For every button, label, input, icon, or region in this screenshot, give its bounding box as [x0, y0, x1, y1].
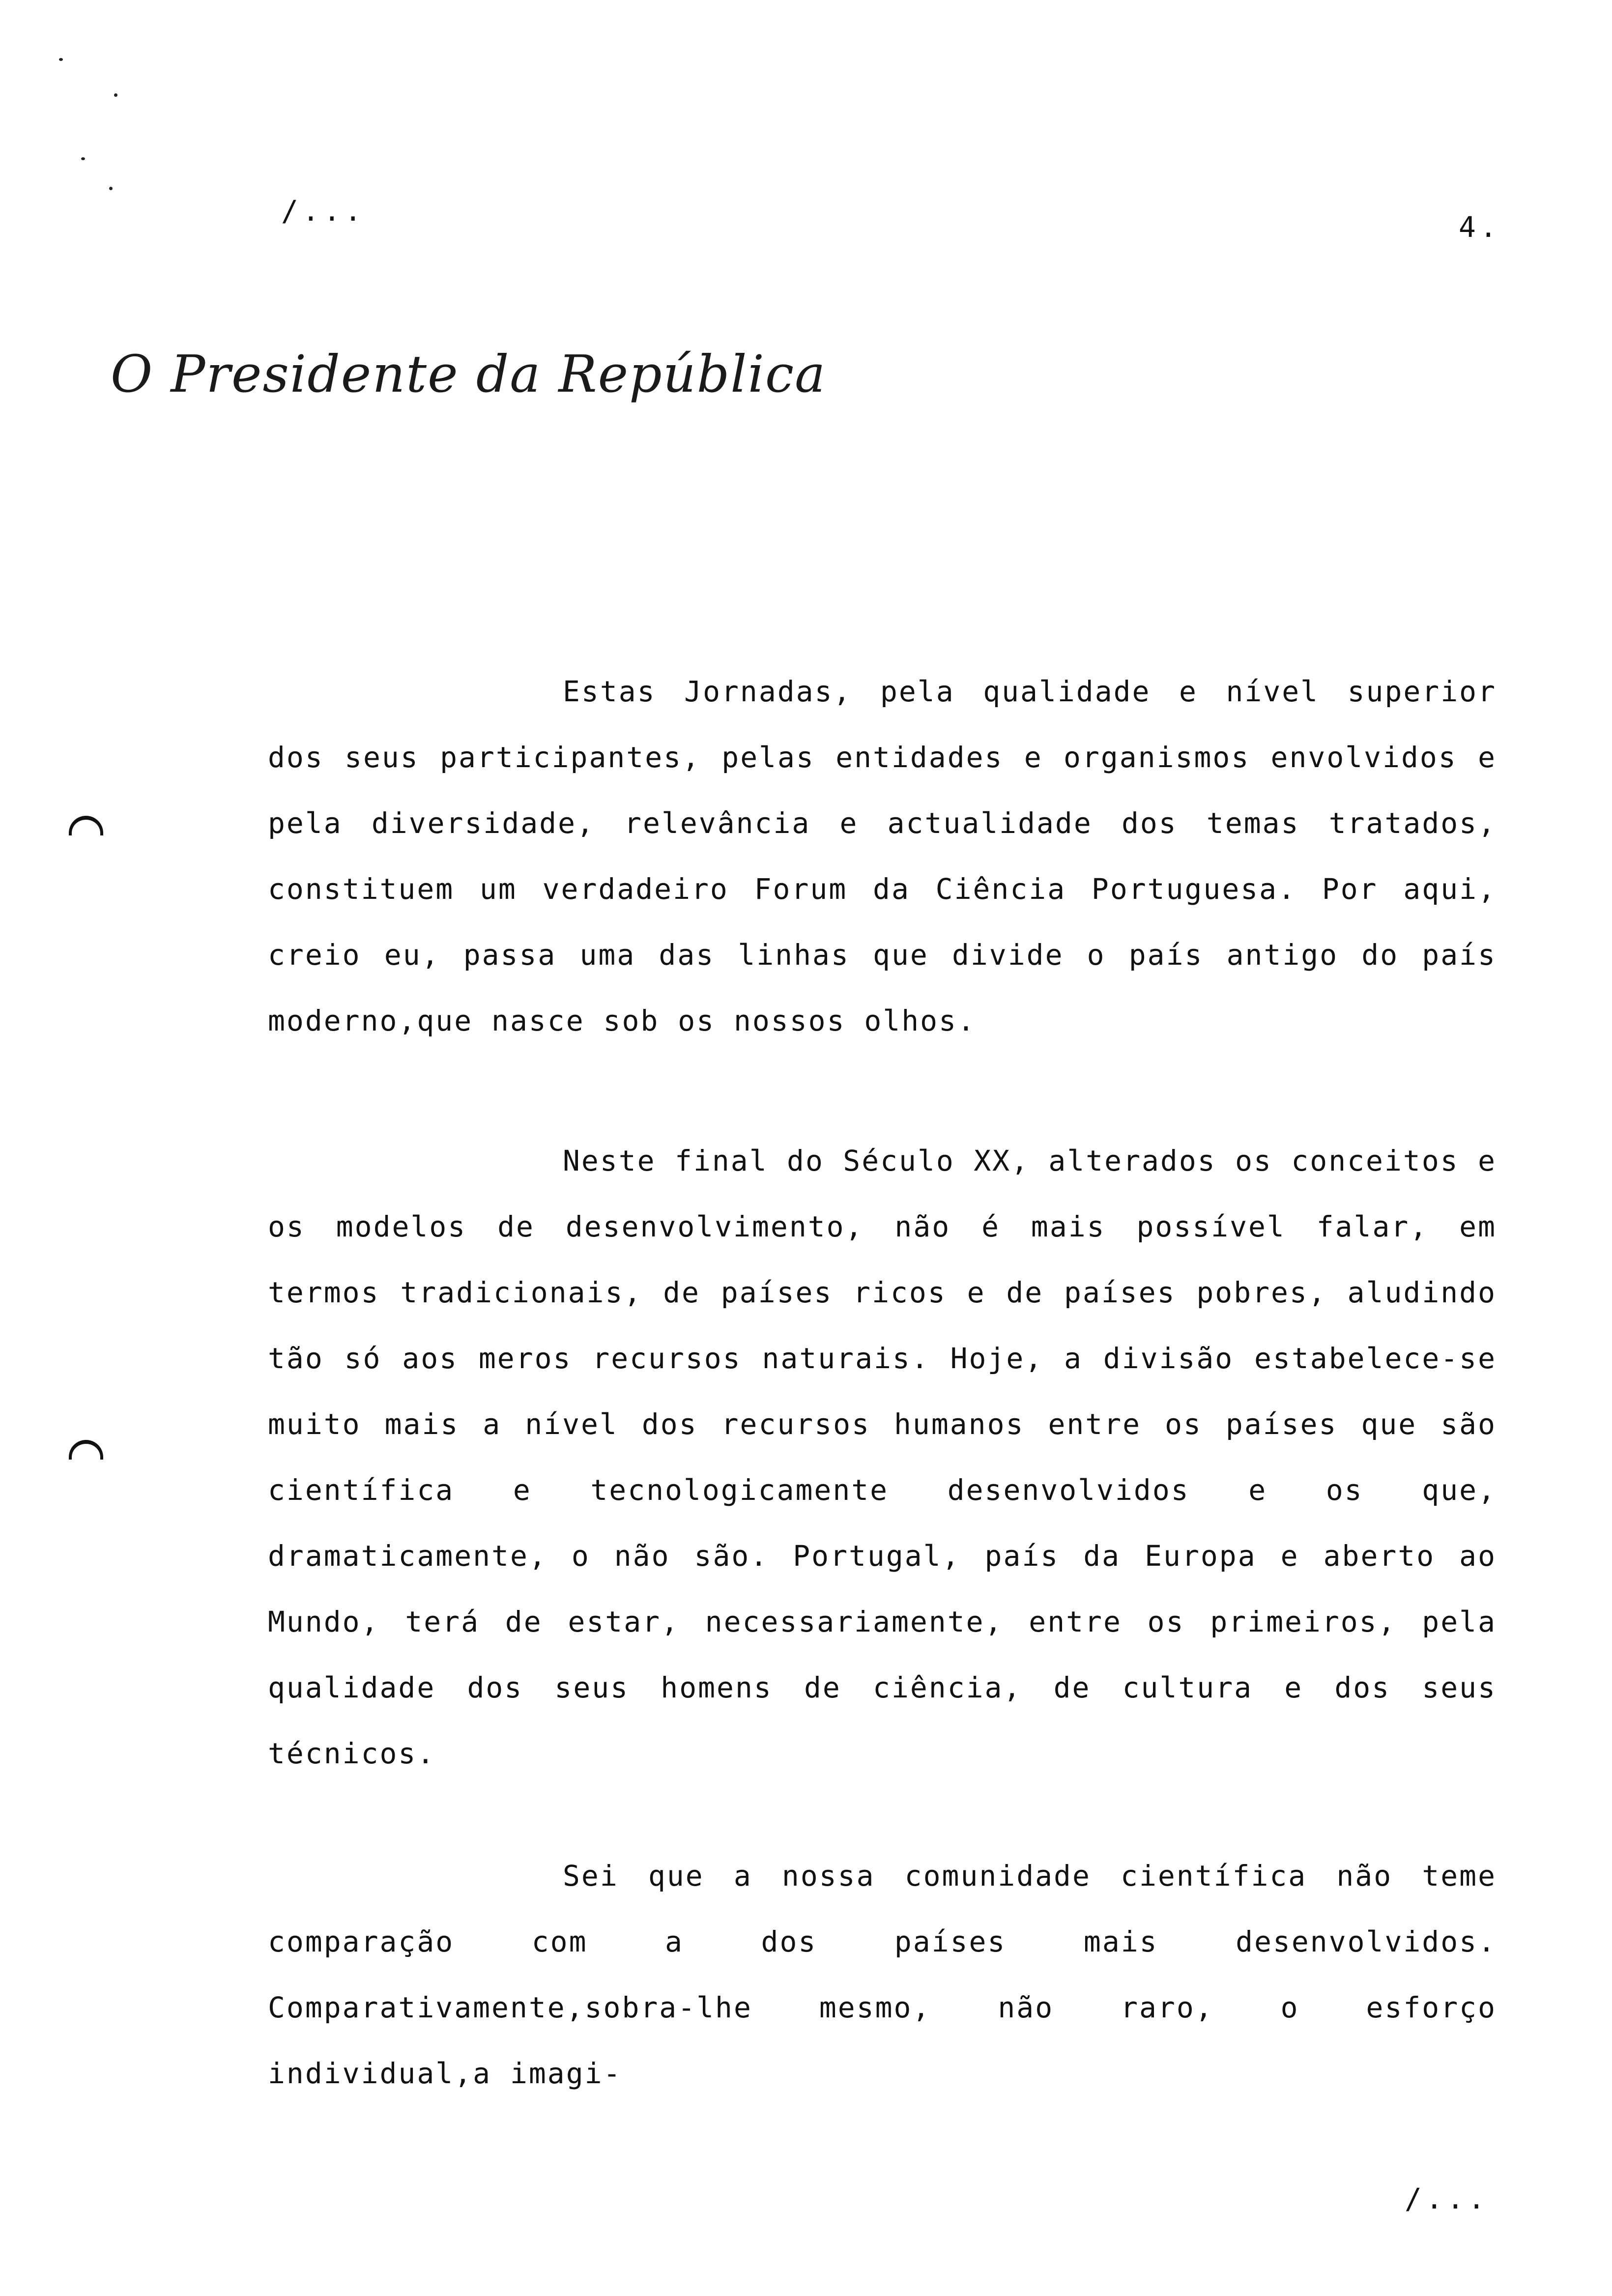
body-paragraph — [268, 1128, 1497, 1786]
punch-hole-mark — [69, 816, 103, 835]
scan-speck — [81, 157, 85, 160]
punch-hole-mark — [69, 1440, 103, 1460]
paragraph-text: Neste final do Século XX, alterados os conceitos e os modelos de desenvolvimento, não é mais possível falar, em termos tradicionais, de países ricos e de países pobres, aludindo tão só aos meros recursos naturais. Hoje, a divisão estabelece-se muito mais a nível dos recursos humanos entre os países que são científica e tecnologicamente desenvolvidos e os que, dramaticamente, o não são. Portugal, país da Europa e aberto ao Mundo, terá de estar, necessariamente, entre os primeiros, pela qualidade dos seus homens de ciência, de cultura e dos seus técnicos. — [268, 1144, 1497, 1770]
continuation-mark-bottom: /... — [1405, 2182, 1489, 2215]
continuation-mark-top: /... — [281, 194, 366, 228]
scan-speck — [59, 58, 63, 61]
paragraph-text: Estas Jornadas, pela qualidade e nível superior dos seus participantes, pelas entidades e organismos envolvidos e pela diversidade, relevância e actualidade dos temas tratados, constituem um verdadeiro Forum da Ciência Portuguesa. Por aqui, creio eu, passa uma das linhas que divide o país antigo do país moderno,que nasce sob os nossos olhos. — [268, 675, 1497, 1037]
page-number: 4. — [1459, 210, 1501, 244]
body-paragraph — [268, 1843, 1497, 2106]
paragraph-text: Sei que a nossa comunidade científica não teme comparação com a dos países mais desenvolvidos. Comparativamente,sobra-lhe mesmo, não raro, o esforço individual,a imagi- — [268, 1859, 1497, 2090]
scan-speck — [114, 93, 117, 97]
letterhead-signature: O Presidente da República — [111, 344, 827, 404]
scan-speck — [109, 187, 113, 190]
body-paragraph — [268, 659, 1497, 1054]
